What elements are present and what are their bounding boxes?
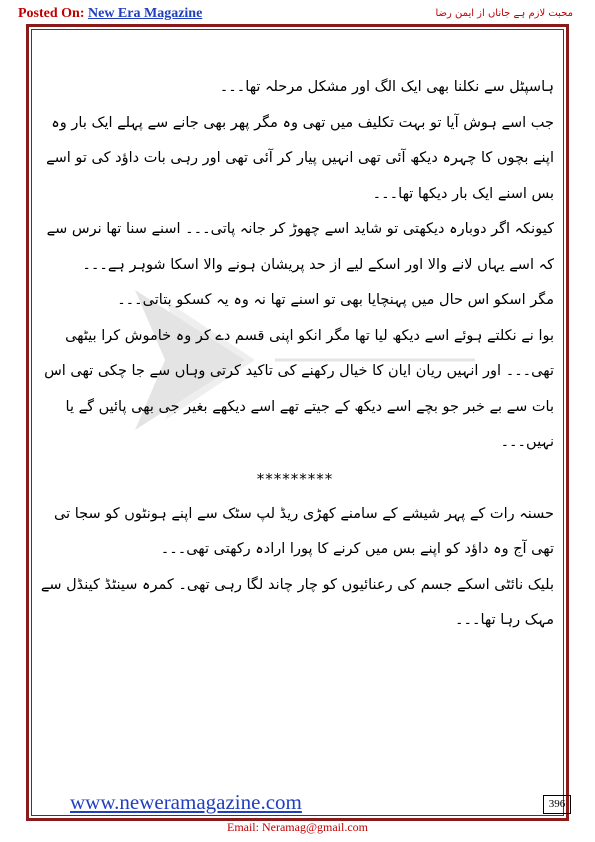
paragraph: ہاسپٹل سے نکلنا بھی ایک الگ اور مشکل مرحلہ تھا۔۔۔ bbox=[219, 79, 554, 95]
page-number: 396 bbox=[543, 795, 571, 814]
posted-on-header bbox=[18, 6, 202, 22]
paragraph: بلیک نائٹی اسکے جسم کی رعنائیوں کو چار چاند لگا رہی تھی۔ کمرہ سینٹڈ کینڈل سے مہک رہا تھا۔۔۔ bbox=[40, 576, 554, 628]
email-footer: Email: Neramag@gmail.com bbox=[226, 820, 368, 834]
paragraph: بوا نے نکلتے ہوئے اسے دیکھ لیا تھا مگر انکو اپنی قسم دے کر وہ خاموش کرا بیٹھی تھی۔۔۔ اور انہیں ریان ایان کا خیال رکھنے کی تاکید کرتی وہاں سے جا چکی تھی اس بات سے بے خبر جو بچے اسے دیکھ کے جیتے تھے اسے دیکھے بغیر جی بھی پائیں گے یا نہیں۔۔۔ bbox=[44, 327, 554, 450]
paragraph: کیونکہ اگر دوبارہ دیکھتی تو شاید اسے چھوڑ کر جانہ پاتی۔۔۔ اسنے سنا تھا نرس سے کہ اسے یہاں لانے والا اور اسکے لیے از حد پریشان ہونے والا اسکا شوہر ہے۔۔۔ bbox=[46, 221, 554, 273]
paragraph: حسنہ رات کے پہر شیشے کے سامنے کھڑی ریڈ لپ سٹک سے اپنے ہونٹوں کو سجا تی تھی آج وہ داؤد کو اپنے بس میں کرنے کا پورا ارادہ رکھتی تھی۔۔۔ bbox=[54, 505, 554, 557]
article-body bbox=[36, 70, 554, 639]
posted-on-label: Posted On: bbox=[18, 6, 85, 21]
paragraph: جب اسے ہوش آیا تو بہت تکلیف میں تھی وہ مگر پھر بھی جانے سے پہلے ایک بار وہ اپنے بچوں کا چہرہ دیکھ آئی تھی انہیں پیار کر آئی تھی اور رہی بات داؤد کی تو اسے بس اسنے ایک بار دیکھا تھا۔۔۔ bbox=[46, 114, 554, 202]
story-title: محبت لازم ہے جاناں از ایمن رضا bbox=[435, 8, 573, 19]
website-link[interactable]: www.neweramagazine.com bbox=[70, 790, 302, 814]
paragraph: مگر اسکو اس حال میں پہنچایا بھی تو اسنے تھا نہ وہ یہ کسکو بتاتی۔۔۔ bbox=[117, 292, 554, 308]
scene-separator: ********* bbox=[256, 469, 334, 488]
magazine-link[interactable]: New Era Magazine bbox=[88, 6, 203, 21]
